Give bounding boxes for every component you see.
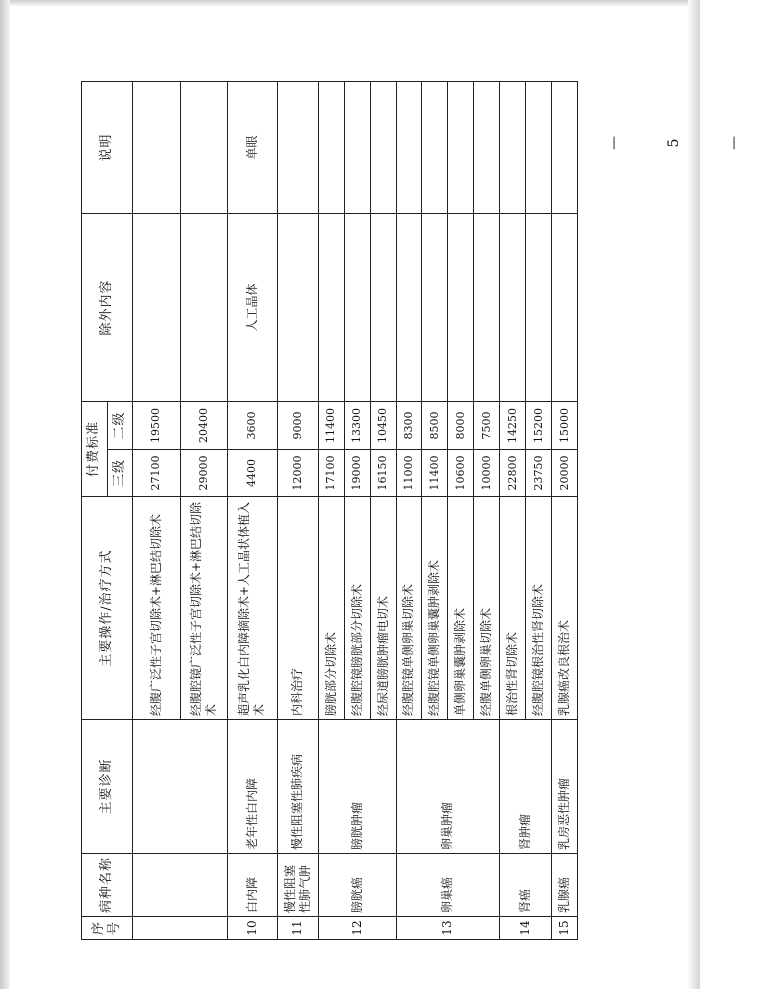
excluded-cell xyxy=(500,213,526,401)
table-row xyxy=(318,81,344,939)
operation-cell: 超声乳化白内障摘除术+人工晶状体植入术 xyxy=(228,497,278,720)
header-operation: 主要操作/治疗方式 xyxy=(82,497,133,720)
disease-cell xyxy=(133,854,228,917)
note-cell xyxy=(526,81,552,213)
fee-level3-cell: 27100 xyxy=(133,450,181,497)
fee-level2-cell: 10450 xyxy=(370,401,396,449)
fee-level3-cell: 11400 xyxy=(422,450,448,497)
disease-cell: 乳腺癌 xyxy=(552,854,578,917)
fee-level2-cell: 9000 xyxy=(277,401,318,449)
excluded-cell xyxy=(344,213,370,401)
seq-cell: 13 xyxy=(396,917,500,940)
note-cell xyxy=(474,81,500,213)
excluded-cell xyxy=(133,213,181,401)
note-cell xyxy=(133,81,181,213)
fee-level2-cell: 3600 xyxy=(228,401,278,449)
disease-cell: 慢性阻塞性肺气肿 xyxy=(277,854,318,917)
disease-cell: 卵巢癌 xyxy=(396,854,500,917)
fee-level2-cell: 19500 xyxy=(133,401,181,449)
seq-cell xyxy=(133,917,228,940)
page-number: — 5 — xyxy=(606,134,742,150)
operation-cell: 乳腺癌改良根治术 xyxy=(552,497,578,720)
note-cell xyxy=(422,81,448,213)
diagnosis-cell: 老年性白内障 xyxy=(228,720,278,854)
fee-level3-cell: 10000 xyxy=(474,450,500,497)
fee-level3-cell: 17100 xyxy=(318,450,344,497)
fee-level3-cell: 12000 xyxy=(277,450,318,497)
fee-level2-cell: 8300 xyxy=(396,401,422,449)
header-seq: 序号 xyxy=(82,917,133,940)
excluded-cell xyxy=(180,213,228,401)
fee-level3-cell: 11000 xyxy=(396,450,422,497)
operation-cell: 经腹腔镜单侧卵巢切除术 xyxy=(396,497,422,720)
header-level3: 三级 xyxy=(108,450,133,497)
diagnosis-cell xyxy=(133,720,228,854)
fee-level3-cell: 23750 xyxy=(526,450,552,497)
operation-cell: 经腹广泛性子宫切除术+淋巴结切除术 xyxy=(133,497,181,720)
fee-level3-cell: 16150 xyxy=(370,450,396,497)
fee-level3-cell: 10600 xyxy=(448,450,474,497)
seq-cell: 10 xyxy=(228,917,278,940)
note-cell: 单眼 xyxy=(228,81,278,213)
operation-cell: 根治性肾切除术 xyxy=(500,497,526,720)
header-diagnosis: 主要诊断 xyxy=(82,720,133,854)
fee-level2-cell: 20400 xyxy=(180,401,228,449)
disease-cell: 肾癌 xyxy=(500,854,552,917)
header-row xyxy=(82,81,108,939)
note-cell xyxy=(344,81,370,213)
operation-cell: 经腹单侧卵巢切除术 xyxy=(474,497,500,720)
operation-cell: 经腹腔镜根治性肾切除术 xyxy=(526,497,552,720)
excluded-cell xyxy=(526,213,552,401)
fee-level2-cell: 15200 xyxy=(526,401,552,449)
note-cell xyxy=(180,81,228,213)
excluded-cell xyxy=(318,213,344,401)
diagnosis-cell: 乳房恶性肿瘤 xyxy=(552,720,578,854)
note-cell xyxy=(277,81,318,213)
excluded-cell xyxy=(552,213,578,401)
fee-level3-cell: 20000 xyxy=(552,450,578,497)
fee-level2-cell: 13300 xyxy=(344,401,370,449)
fee-level3-cell: 19000 xyxy=(344,450,370,497)
operation-cell: 内科治疗 xyxy=(277,497,318,720)
operation-cell: 经腹腔镜单侧卵巢囊肿剥除术 xyxy=(422,497,448,720)
excluded-cell: 人工晶体 xyxy=(228,213,278,401)
header-note: 说明 xyxy=(82,81,133,213)
table-row xyxy=(277,81,318,939)
operation-cell: 经尿道膀胱肿瘤电切术 xyxy=(370,497,396,720)
fee-level2-cell: 8500 xyxy=(422,401,448,449)
table-row xyxy=(500,81,526,939)
page-edge-right xyxy=(688,0,700,989)
page-edge-top xyxy=(0,0,700,6)
header-excluded: 除外内容 xyxy=(82,213,133,401)
operation-cell: 经腹腔镜广泛性子宫切除术+淋巴结切除术 xyxy=(180,497,228,720)
fee-level3-cell: 29000 xyxy=(180,450,228,497)
operation-cell: 膀胱部分切除术 xyxy=(318,497,344,720)
header-fee: 付费标准 xyxy=(82,401,108,496)
note-cell xyxy=(396,81,422,213)
fee-level3-cell: 4400 xyxy=(228,450,278,497)
disease-cell: 膀胱癌 xyxy=(318,854,396,917)
excluded-cell xyxy=(370,213,396,401)
page-edge-left xyxy=(0,0,10,989)
note-cell xyxy=(370,81,396,213)
header-disease: 病种名称 xyxy=(82,854,133,917)
seq-cell: 11 xyxy=(277,917,318,940)
rotated-table-wrapper xyxy=(81,82,578,940)
fee-level2-cell: 8000 xyxy=(448,401,474,449)
seq-cell: 14 xyxy=(500,917,552,940)
fee-level2-cell: 15000 xyxy=(552,401,578,449)
note-cell xyxy=(448,81,474,213)
diagnosis-cell: 肾肿瘤 xyxy=(500,720,552,854)
table-body xyxy=(133,81,578,939)
table-row xyxy=(552,81,578,939)
fee-level2-cell: 11400 xyxy=(318,401,344,449)
table-row xyxy=(228,81,278,939)
diagnosis-cell: 慢性阻塞性肺疾病 xyxy=(277,720,318,854)
fee-level2-cell: 14250 xyxy=(500,401,526,449)
seq-cell: 12 xyxy=(318,917,396,940)
fee-standard-table xyxy=(81,81,578,940)
note-cell xyxy=(318,81,344,213)
note-cell xyxy=(500,81,526,213)
excluded-cell xyxy=(277,213,318,401)
operation-cell: 经腹腔镜膀胱部分切除术 xyxy=(344,497,370,720)
fee-level3-cell: 22800 xyxy=(500,450,526,497)
disease-cell: 白内障 xyxy=(228,854,278,917)
excluded-cell xyxy=(474,213,500,401)
table-row xyxy=(396,81,422,939)
excluded-cell xyxy=(448,213,474,401)
header-level2: 二级 xyxy=(108,401,133,449)
note-cell xyxy=(552,81,578,213)
seq-cell: 15 xyxy=(552,917,578,940)
excluded-cell xyxy=(422,213,448,401)
excluded-cell xyxy=(396,213,422,401)
table-row xyxy=(133,81,181,939)
fee-level2-cell: 7500 xyxy=(474,401,500,449)
operation-cell: 单侧卵巢囊肿剥除术 xyxy=(448,497,474,720)
diagnosis-cell: 膀胱肿瘤 xyxy=(318,720,396,854)
diagnosis-cell: 卵巢肿瘤 xyxy=(396,720,500,854)
